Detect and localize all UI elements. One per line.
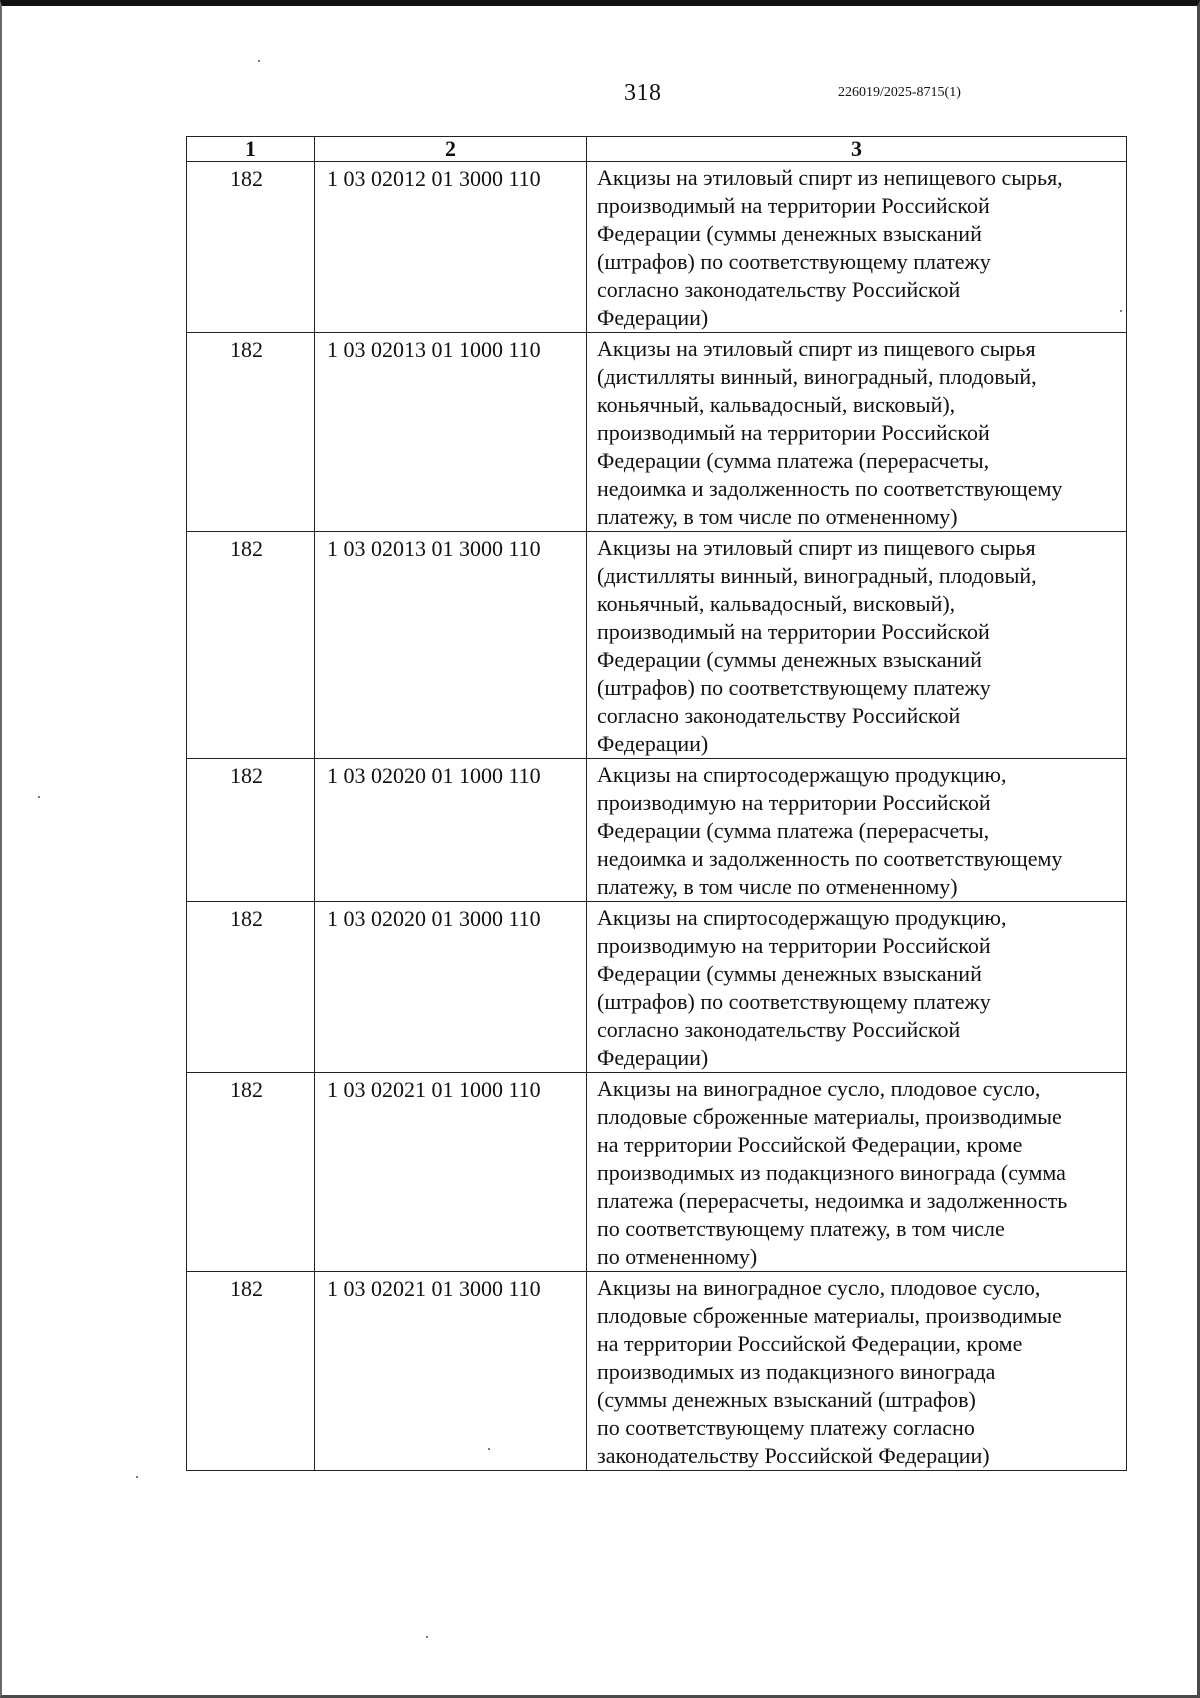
table-row	[187, 532, 1127, 759]
scan-speck	[258, 60, 260, 62]
classification-code-cell: 1 03 02013 01 1000 110	[315, 333, 587, 532]
classification-code-cell: 1 03 02021 01 1000 110	[315, 1073, 587, 1272]
table-header-row	[187, 137, 1127, 162]
classification-code-cell: 1 03 02013 01 3000 110	[315, 532, 587, 759]
admin-code-cell: 182	[187, 759, 315, 902]
revenue-name-cell: Акцизы на виноградное сусло, плодовое сусло, плодовые сброженные материалы, производимые на территории Российской Федерации, кроме производимых из подакцизного винограда (суммы денежных взысканий (штрафов) по соответствующему платежу согласно законодательству Российской Федерации)	[587, 1272, 1127, 1471]
classification-code-cell: 1 03 02012 01 3000 110	[315, 162, 587, 333]
page-number: 318	[624, 80, 662, 106]
column-header-2: 2	[315, 137, 587, 162]
scan-speck	[38, 796, 40, 798]
table-row	[187, 902, 1127, 1073]
scan-speck	[136, 1476, 138, 1478]
table-row	[187, 1073, 1127, 1272]
table-row	[187, 759, 1127, 902]
table-row	[187, 162, 1127, 333]
scan-speck	[426, 1636, 428, 1638]
revenue-name-cell: Акцизы на этиловый спирт из непищевого сырья, производимый на территории Российской Федерации (суммы денежных взысканий (штрафов) по соответствующему платежу согласно законодательству Российской Федерации)	[587, 162, 1127, 333]
budget-classification-table	[186, 136, 1127, 1471]
revenue-name-cell: Акцизы на этиловый спирт из пищевого сырья (дистилляты винный, виноградный, плодовый, коньячный, кальвадосный, висковый), производимый на территории Российской Федерации (суммы денежных взысканий (штрафов) по соответствующему платежу согласно законодательству Российской Федерации)	[587, 532, 1127, 759]
classification-code-cell: 1 03 02020 01 3000 110	[315, 902, 587, 1073]
admin-code-cell: 182	[187, 333, 315, 532]
document-id: 226019/2025-8715(1)	[838, 85, 961, 100]
column-header-3: 3	[587, 137, 1127, 162]
table-row	[187, 1272, 1127, 1471]
admin-code-cell: 182	[187, 902, 315, 1073]
admin-code-cell: 182	[187, 1073, 315, 1272]
column-header-1: 1	[187, 137, 315, 162]
revenue-name-cell: Акцизы на спиртосодержащую продукцию, производимую на территории Российской Федерации (суммы денежных взысканий (штрафов) по соответствующему платежу согласно законодательству Российской Федерации)	[587, 902, 1127, 1073]
revenue-name-cell: Акцизы на этиловый спирт из пищевого сырья (дистилляты винный, виноградный, плодовый, коньячный, кальвадосный, висковый), производимый на территории Российской Федерации (сумма платежа (перерасчеты, недоимка и задолженность по соответствующему платежу, в том числе по отмененному)	[587, 333, 1127, 532]
admin-code-cell: 182	[187, 532, 315, 759]
admin-code-cell: 182	[187, 162, 315, 333]
admin-code-cell: 182	[187, 1272, 315, 1471]
table-row	[187, 333, 1127, 532]
revenue-name-cell: Акцизы на виноградное сусло, плодовое сусло, плодовые сброженные материалы, производимые на территории Российской Федерации, кроме производимых из подакцизного винограда (сумма платежа (перерасчеты, недоимка и задолженность по соответствующему платежу, в том числе по отмененному)	[587, 1073, 1127, 1272]
classification-code-cell: 1 03 02020 01 1000 110	[315, 759, 587, 902]
revenue-name-cell: Акцизы на спиртосодержащую продукцию, производимую на территории Российской Федерации (сумма платежа (перерасчеты, недоимка и задолженность по соответствующему платежу, в том числе по отмененному)	[587, 759, 1127, 902]
classification-code-cell: 1 03 02021 01 3000 110	[315, 1272, 587, 1471]
